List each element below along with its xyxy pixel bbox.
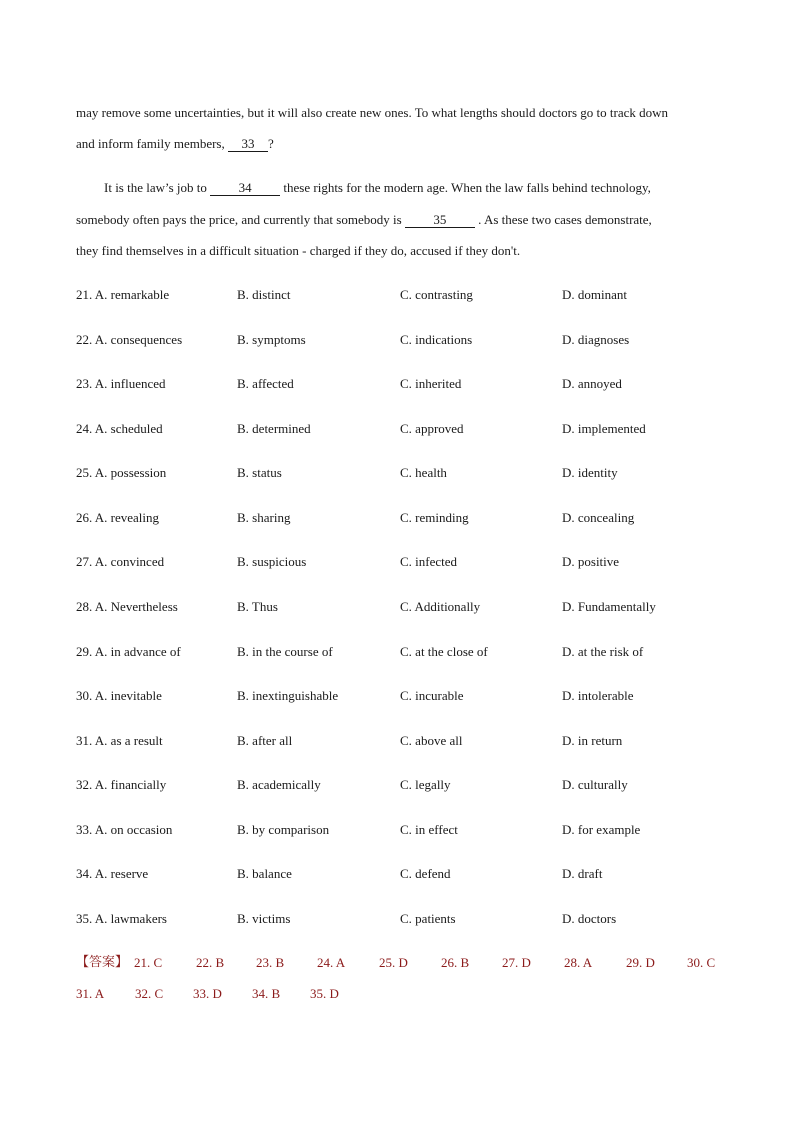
question-28: 28. A. Nevertheless B. Thus C. Additionally D. Fundamentally bbox=[76, 599, 656, 614]
question-34: 34. A. reserve B. balance C. defend D. draft bbox=[76, 866, 603, 881]
answer-30: 30. C bbox=[687, 955, 716, 970]
answer-34: 34. B bbox=[252, 986, 281, 1001]
answer-21: 21. C bbox=[134, 955, 163, 970]
passage-line-3: It is the law’s job to 34 these rights for the modern age. When the law falls behind technology, bbox=[104, 180, 651, 195]
question-27: 27. A. convinced B. suspicious C. infected D. positive bbox=[76, 554, 620, 569]
passage-line-2: and inform family members, 33 ? bbox=[76, 136, 274, 151]
answer-35: 35. D bbox=[310, 986, 339, 1001]
blank-35: 35 bbox=[405, 213, 475, 228]
question-32: 32. A. financially B. academically C. legally D. culturally bbox=[76, 777, 628, 792]
answer-27: 27. D bbox=[502, 955, 531, 970]
question-22: 22. A. consequences B. symptoms C. indications D. diagnoses bbox=[76, 332, 630, 347]
answer-25: 25. D bbox=[379, 955, 408, 970]
answer-28: 28. A bbox=[564, 955, 593, 970]
question-31: 31. A. as a result B. after all C. above all D. in return bbox=[76, 733, 623, 748]
answer-24: 24. A bbox=[317, 955, 346, 970]
blank-33: 33 bbox=[228, 137, 268, 152]
question-29: 29. A. in advance of B. in the course of C. at the close of D. at the risk of bbox=[76, 644, 644, 659]
answer-32: 32. C bbox=[135, 986, 164, 1001]
answer-row-2 bbox=[76, 986, 736, 1002]
answer-row-1 bbox=[76, 955, 736, 971]
answer-31: 31. A bbox=[76, 986, 105, 1001]
question-21: 21. A. remarkable B. distinct C. contrasting D. dominant bbox=[76, 287, 627, 302]
question-25: 25. A. possession B. status C. health D. identity bbox=[76, 465, 618, 480]
question-26: 26. A. revealing B. sharing C. reminding D. concealing bbox=[76, 510, 635, 525]
passage-line-5: they find themselves in a difficult situation - charged if they do, accused if they don't. bbox=[76, 243, 521, 258]
answer-22: 22. B bbox=[196, 955, 225, 970]
question-35: 35. A. lawmakers B. victims C. patients D. doctors bbox=[76, 911, 617, 926]
answer-33: 33. D bbox=[193, 986, 222, 1001]
question-33: 33. A. on occasion B. by comparison C. in effect D. for example bbox=[76, 822, 641, 837]
blank-34: 34 bbox=[210, 181, 280, 196]
question-30: 30. A. inevitable B. inextinguishable C. incurable D. intolerable bbox=[76, 688, 634, 703]
answer-label: 【答案】 bbox=[76, 955, 129, 970]
question-23: 23. A. influenced B. affected C. inherited D. annoyed bbox=[76, 376, 622, 391]
passage-line-1: may remove some uncertainties, but it will also create new ones. To what lengths should doctors go to track down bbox=[76, 105, 669, 120]
answer-29: 29. D bbox=[626, 955, 655, 970]
passage-line-4: somebody often pays the price, and currently that somebody is 35 . As these two cases demonstrate, bbox=[76, 212, 652, 227]
answer-26: 26. B bbox=[441, 955, 470, 970]
question-24: 24. A. scheduled B. determined C. approved D. implemented bbox=[76, 421, 646, 436]
answer-23: 23. B bbox=[256, 955, 285, 970]
